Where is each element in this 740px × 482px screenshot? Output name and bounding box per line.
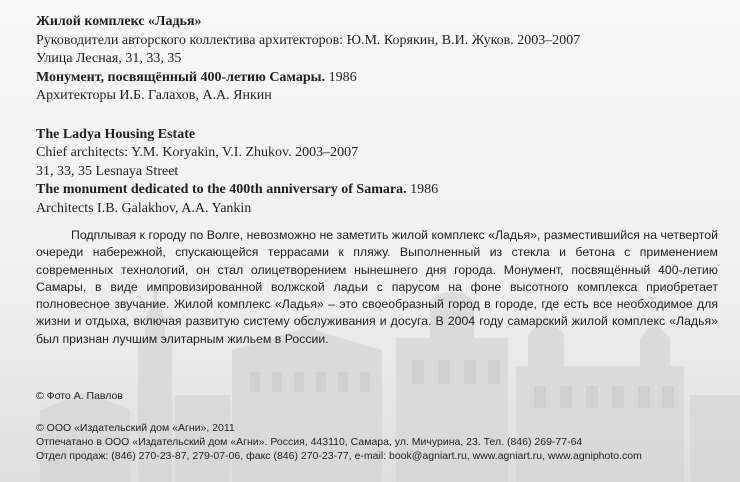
credits-en-monument-architects: Architects I.B. Galakhov, A.A. Yankin [36,200,252,216]
credits-en-monument-year: 1986 [406,182,439,197]
description-paragraph: Подплывая к городу по Волге, невозможно не заметить жилой комплекс «Ладья», разместившийся на четвертой очереди набережной, спускающейся террасами к пляжу. Выполненный из стекла и бетона с применением современных технологий, он стал олицетворением нынешнего дня города. Монумент, посвящённый 400-летию Самары, в виде импровизированной волжской ладьи с парусом на фоне высотного комплекса приобретает полновесное звучание. Жилой комплекс «Ладья» – это своеобразный город в городе, где есть все необходимое для жизни и отдыха, включая развитую систему обслуживания и досуга. В 2004 году самарский жилой комплекс «Ладья» был признан лучшим элитарным жильем в России. [36,228,718,346]
credits-en-title: The Ladya Housing Estate [36,126,196,142]
imprint-sales: Отдел продаж: (846) 270-23-87, 279-07-06, факс (846) 270-23-77, e-mail: book@agniart.ru, www.agniart.ru, www.agniphoto.com [36,450,642,462]
credits-ru-architects: Руководители авторского коллектива архитекторов: Ю.М. Корякин, В.И. Жуков. 2003–2007 [36,32,581,48]
credits-ru-title: Жилой комплекс «Ладья» [36,14,202,29]
imprint-block [36,421,642,463]
photo-credit: © Фото А. Павлов [36,390,123,402]
imprint-printed: Отпечатано в ООО «Издательский дом «Агни». Россия, 443110, Самара, ул. Мичурина, 23. Тел. (846) 269-77-64 [36,436,583,448]
credits-en-monument-title: The monument dedicated to the 400th anniversary of Samara. [36,182,407,197]
credits-en-architects: Chief architects: Y.M. Koryakin, V.I. Zhukov. 2003–2007 [36,145,359,160]
credits-spacer [36,106,726,126]
credits-block [36,13,726,218]
credits-en-monument [36,181,726,200]
credits-ru-monument-title: Монумент, посвящённый 400-летию Самары. [36,69,326,85]
credits-ru-address: Улица Лесная, 31, 33, 35 [36,51,182,66]
credits-en-address: 31, 33, 35 Lesnaya Street [36,163,179,179]
imprint-copyright: © ООО «Издательский дом «Агни», 2011 [36,422,235,434]
credits-ru-monument [36,69,726,88]
credits-ru-monument-year: 1986 [325,69,357,85]
credits-ru-monument-architects: Архитекторы И.Б. Галахов, А.А. Янкин [36,88,272,103]
